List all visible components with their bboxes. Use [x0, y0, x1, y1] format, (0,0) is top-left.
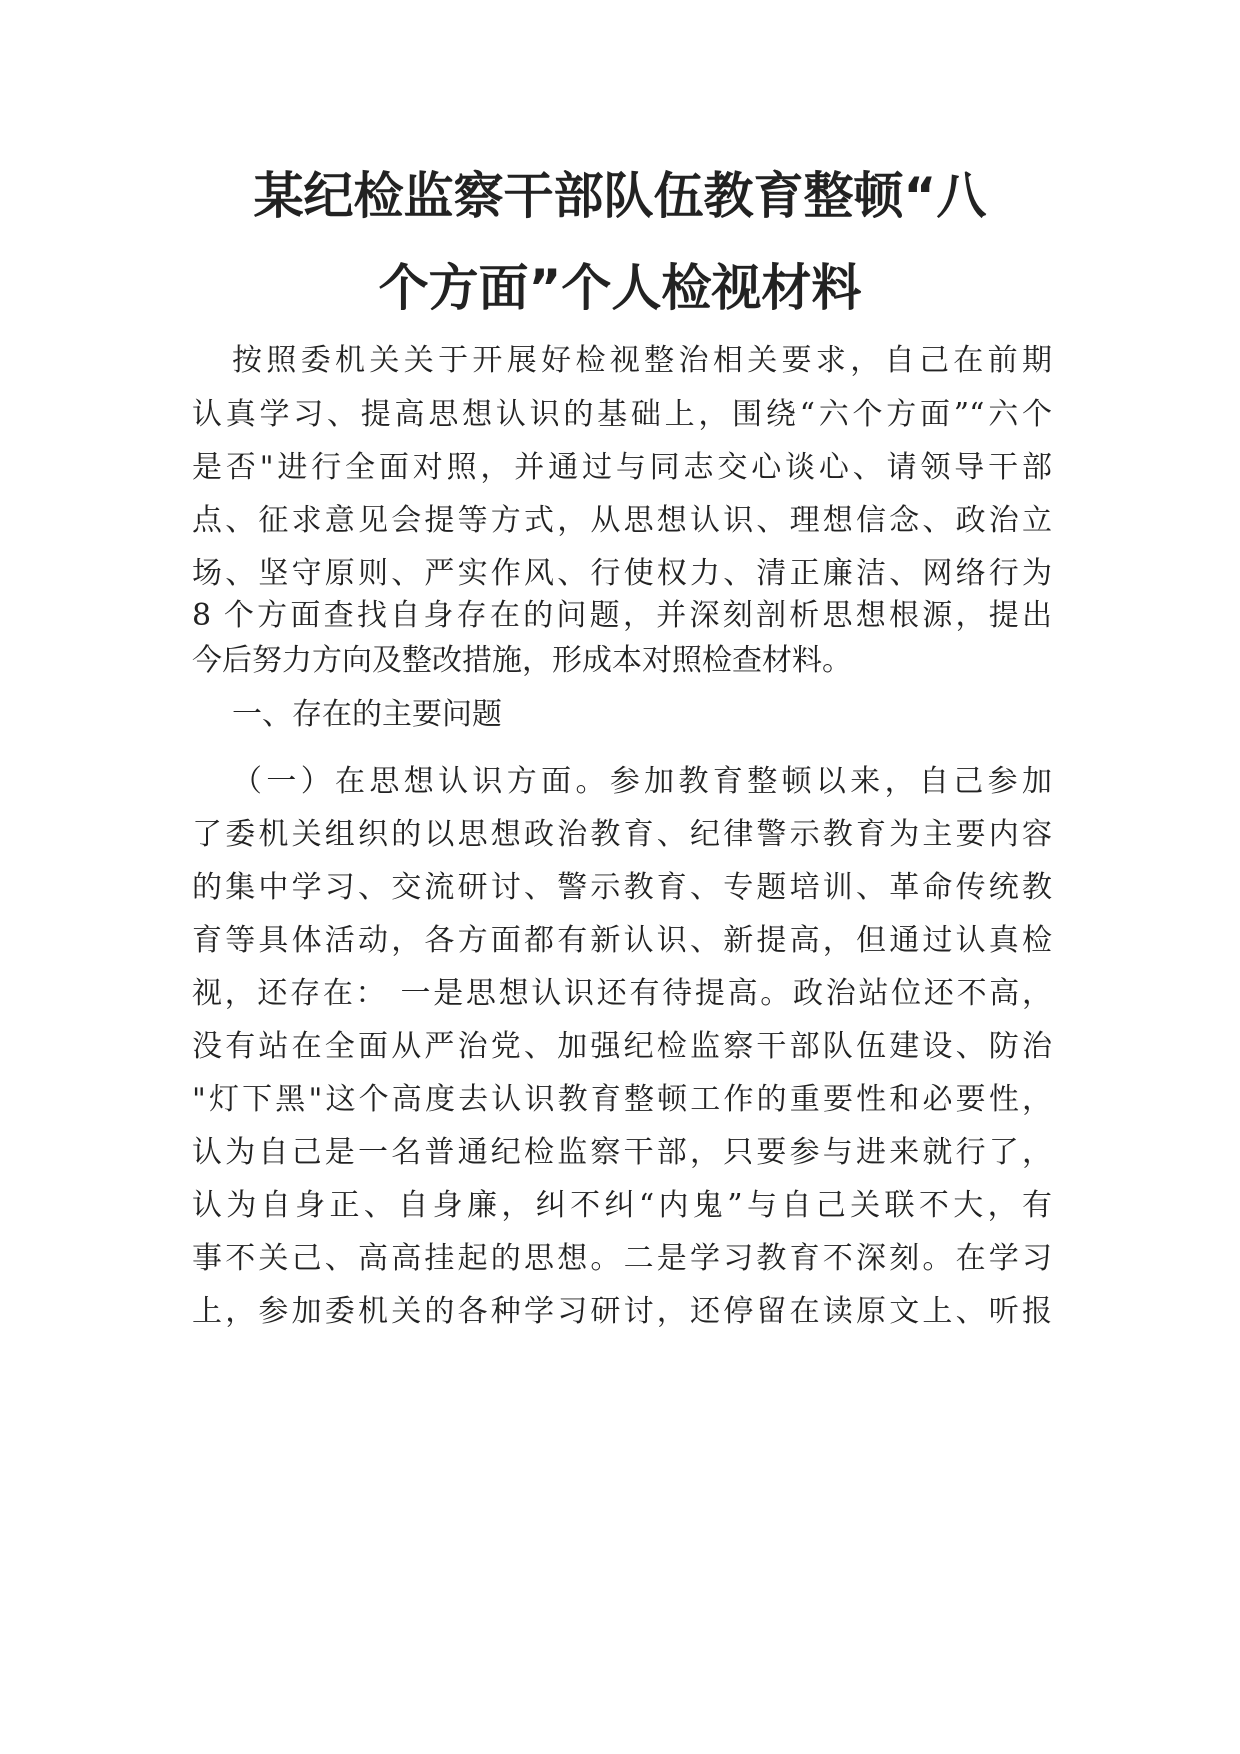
- section-paragraph-line: 认为自己是一名普通纪检监察干部，只要参与进来就行了，: [192, 1135, 1052, 1170]
- section-paragraph-line: 了委机关组织的以思想政治教育、纪律警示教育为主要内容: [192, 817, 1052, 852]
- intro-paragraph-line: 按照委机关关于开展好检视整治相关要求，自己在前期: [232, 343, 1052, 378]
- intro-paragraph-line: 是否"进行全面对照，并通过与同志交心谈心、请领导干部: [192, 450, 1052, 485]
- section-paragraph-line: 视，还存在： 一是思想认识还有待提高。政治站位还不高，: [192, 976, 1052, 1011]
- intro-paragraph-line: 今后努力方向及整改措施，形成本对照检查材料。: [192, 643, 852, 678]
- section-paragraph-line: 没有站在全面从严治党、加强纪检监察干部队伍建设、防治: [192, 1029, 1052, 1064]
- intro-paragraph-line: 点、征求意见会提等方式，从思想认识、理想信念、政治立: [192, 503, 1052, 538]
- document-title-line-1: 某纪检监察干部队伍教育整顿“八: [253, 167, 987, 225]
- section-paragraph-line: 的集中学习、交流研讨、警示教育、专题培训、革命传统教: [192, 870, 1052, 905]
- section-paragraph-line: （一）在思想认识方面。参加教育整顿以来，自己参加: [232, 764, 1052, 799]
- section-paragraph-line: 育等具体活动，各方面都有新认识、新提高，但通过认真检: [192, 923, 1052, 958]
- section-paragraph-line: "灯下黑"这个高度去认识教育整顿工作的重要性和必要性，: [192, 1082, 1052, 1117]
- intro-paragraph-line: 认真学习、提高思想认识的基础上，围绕“六个方面”“六个: [192, 397, 1052, 432]
- document-title-line-2: 个方面”个人检视材料: [378, 259, 862, 317]
- intro-paragraph-line: 场、坚守原则、严实作风、行使权力、清正廉洁、网络行为: [192, 556, 1052, 591]
- intro-paragraph-line: 8 个方面查找自身存在的问题，并深刻剖析思想根源，提出: [192, 598, 1052, 633]
- section-paragraph-line: 认为自身正、自身廉，纠不纠“内鬼”与自己关联不大，有: [192, 1188, 1052, 1223]
- section-paragraph-line: 上，参加委机关的各种学习研讨，还停留在读原文上、听报: [192, 1294, 1052, 1329]
- section-heading: 一、存在的主要问题: [232, 697, 502, 732]
- section-paragraph-line: 事不关己、高高挂起的思想。二是学习教育不深刻。在学习: [192, 1241, 1052, 1276]
